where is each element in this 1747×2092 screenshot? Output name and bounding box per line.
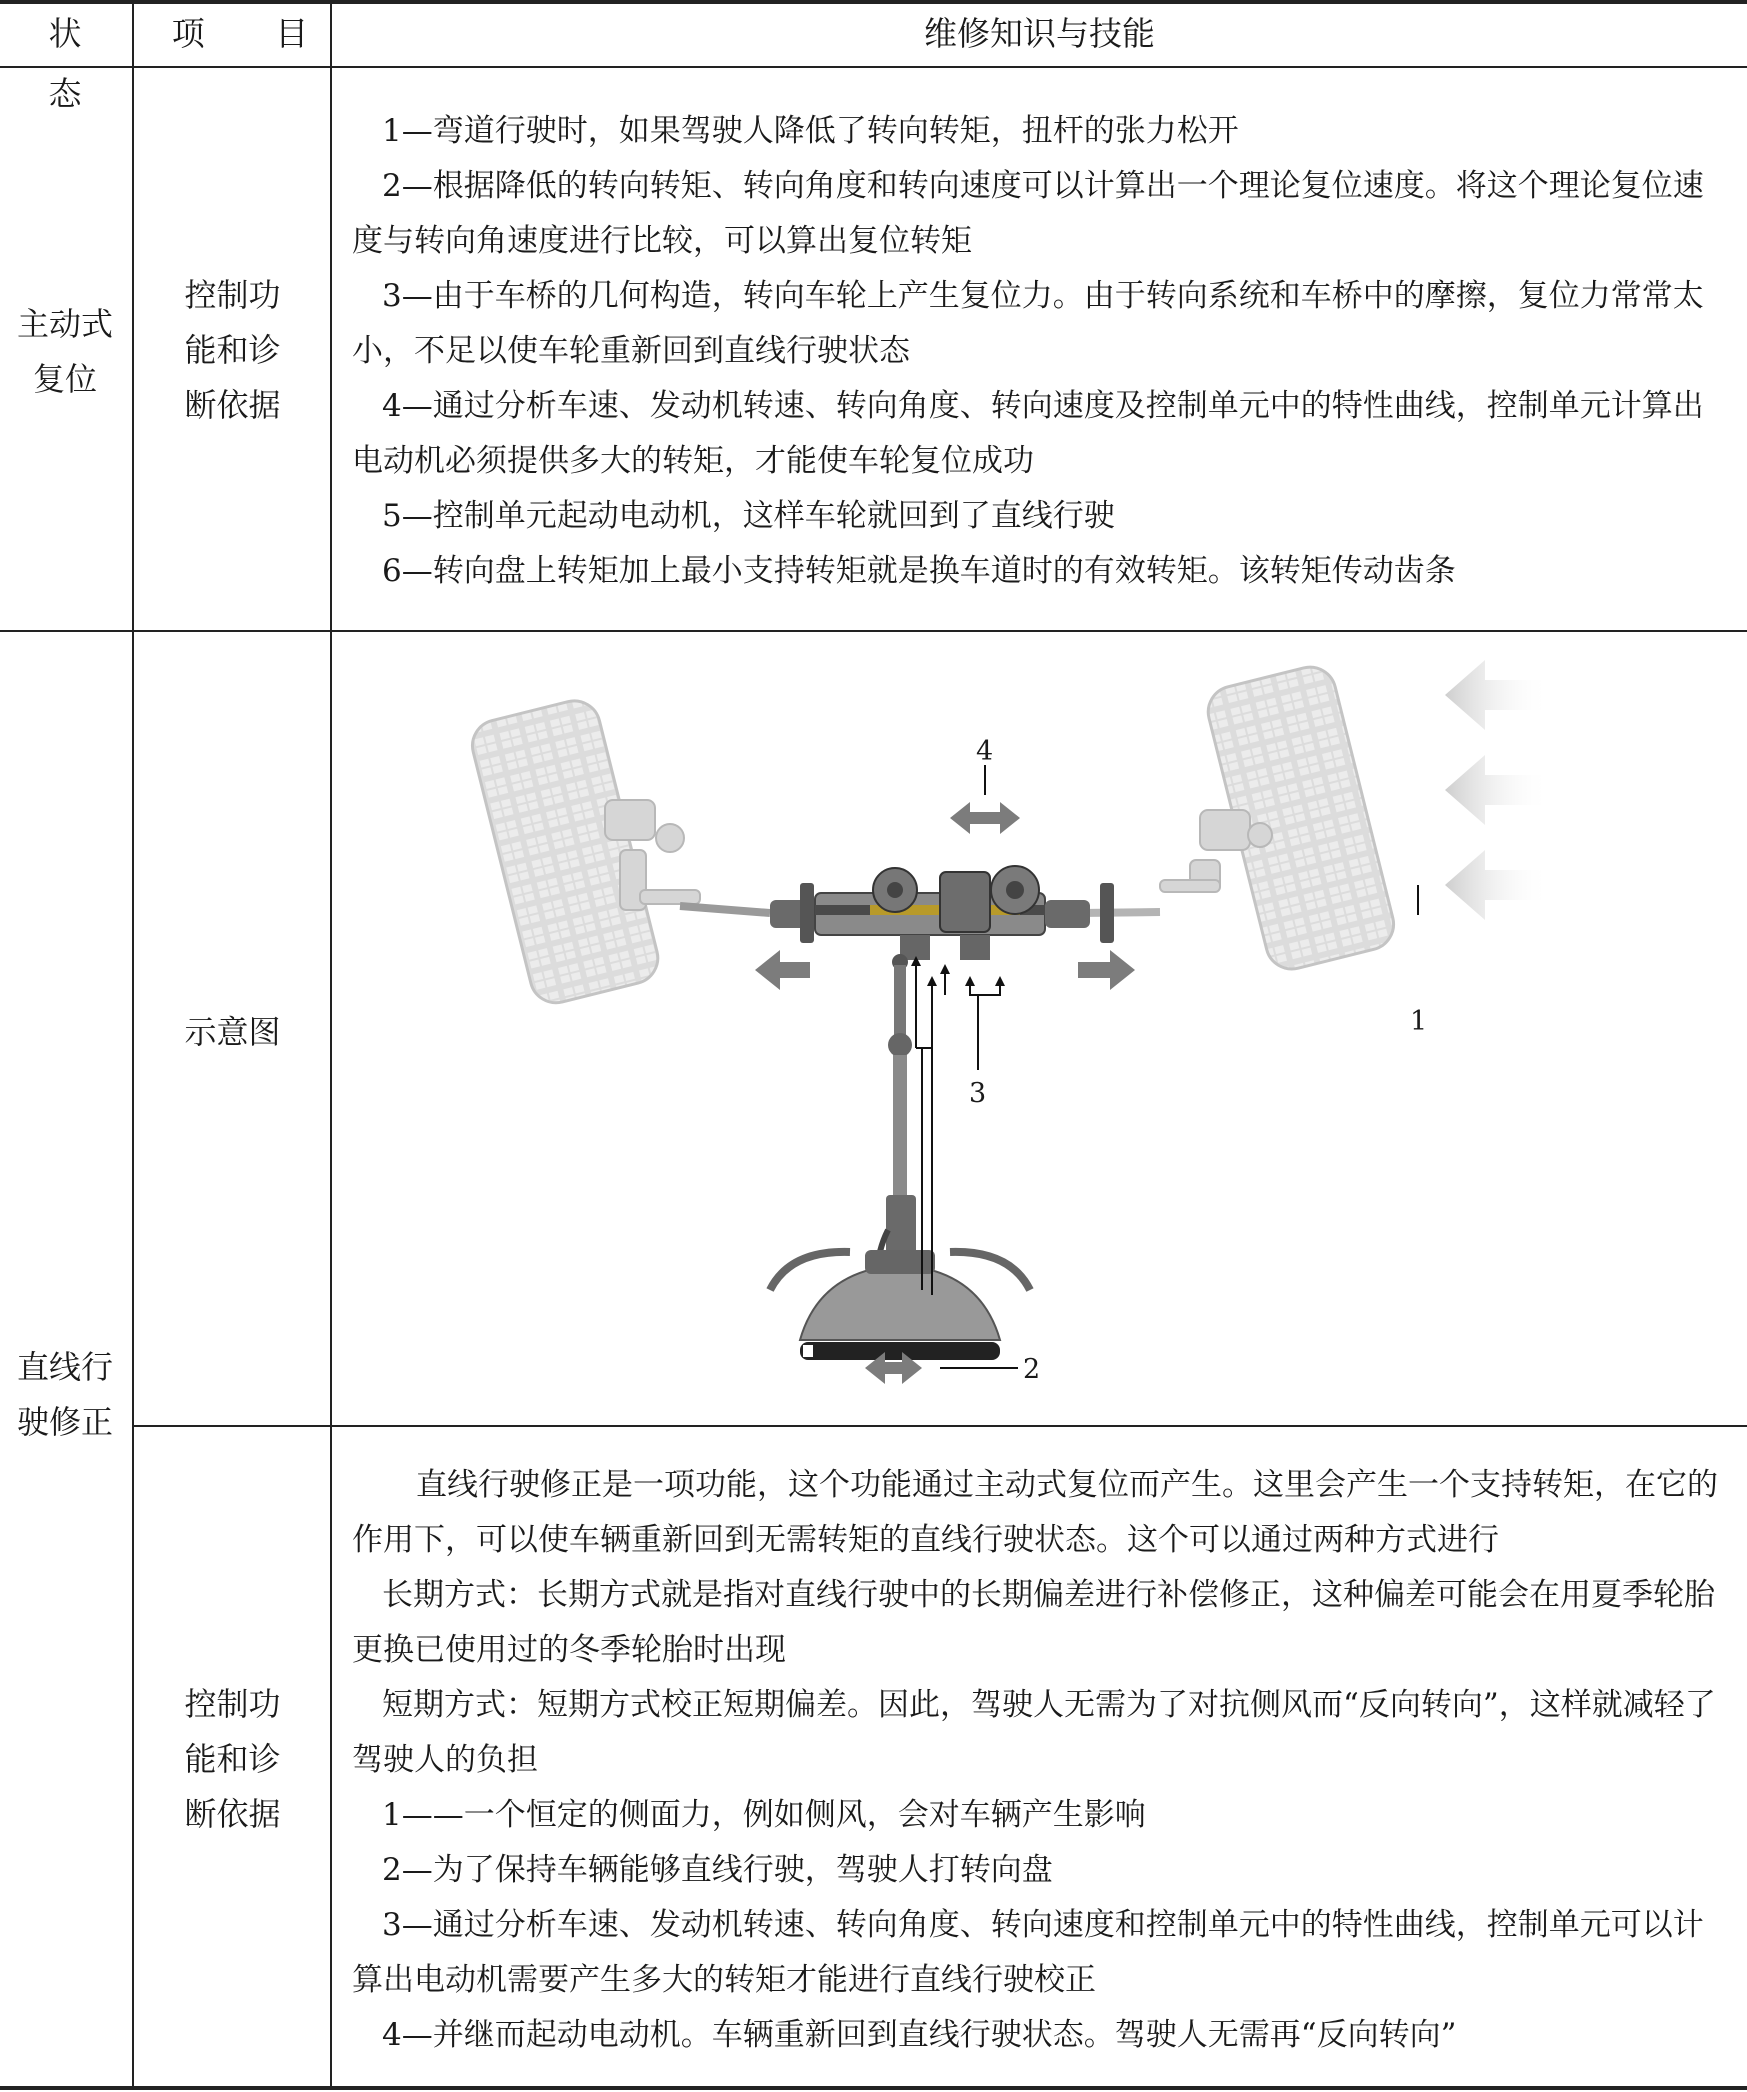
paragraph: 5—控制单元起动电动机，这样车轮就回到了直线行驶 <box>382 498 1115 534</box>
item-line: 控制功 <box>184 1685 281 1723</box>
paragraph: 2—根据降低的转向转矩、转向角度和转向速度可以计算出一个理论复位速度。将这个理论复位速度与转向角速度进行比较，可以算出复位转矩 <box>352 168 1704 259</box>
col-divider-1 <box>132 0 134 2090</box>
steering-column <box>878 954 916 1290</box>
crosswind-arrows <box>1445 660 1550 920</box>
state-line: 驶修正 <box>16 1403 113 1441</box>
steering-rack <box>770 866 1114 960</box>
header-content: 维修知识与技能 <box>924 14 1155 53</box>
paragraph: 2—为了保持车辆能够直线行驶，驾驶人打转向盘 <box>382 1852 1053 1888</box>
paragraph: 4—并继而起动电动机。车辆重新回到直线行驶状态。驾驶人无需再“反向转向” <box>382 2017 1457 2053</box>
callout-3: 3 <box>969 1078 987 1109</box>
header-item: 项 目 <box>171 14 339 53</box>
header-state: 状 态 <box>48 14 112 113</box>
state-line: 主动式 <box>16 305 113 343</box>
left-tie-rod <box>680 906 770 913</box>
header-bottom-rule <box>0 66 1747 68</box>
state-line: 复位 <box>32 360 97 398</box>
section1-content <box>352 104 1727 599</box>
callout-2: 2 <box>1023 1354 1041 1385</box>
right-tie-rod <box>1080 912 1160 913</box>
paragraph: 短期方式：短期方式校正短期偏差。因此，驾驶人无需为了对抗侧风而“反向转向”，这样就减轻了驾驶人的负担 <box>352 1687 1716 1778</box>
paragraph: 6—转向盘上转矩加上最小支持转矩就是换车道时的有效转矩。该转矩传动齿条 <box>382 553 1456 589</box>
paragraph: 3—通过分析车速、发动机转速、转向角度、转向速度和控制单元中的特性曲线，控制单元可以计算出电动机需要产生多大的转矩才能进行直线行驶校正 <box>352 1907 1704 1998</box>
paragraph: 4—通过分析车速、发动机转速、转向角度、转向速度及控制单元中的特性曲线，控制单元计算出电动机必须提供多大的转矩，才能使车轮复位成功 <box>352 388 1704 479</box>
state-straight-correction <box>0 1340 130 1450</box>
item-line: 断依据 <box>184 386 281 424</box>
item-line: 控制功 <box>184 276 281 314</box>
section2-content <box>352 1458 1727 2063</box>
steering-wheel <box>770 1250 1030 1360</box>
callout-4: 4 <box>976 736 994 767</box>
paragraph: 3—由于车桥的几何构造，转向车轮上产生复位力。由于转向系统和车桥中的摩擦，复位力常常太小，不足以使车轮重新回到直线行驶状态 <box>352 278 1704 369</box>
paragraph: 1—弯道行驶时，如果驾驶人降低了转向转矩，扭杆的张力松开 <box>382 113 1239 149</box>
item-diagram: 示意图 <box>184 1013 281 1051</box>
paragraph: 长期方式：长期方式就是指对直线行驶中的长期偏差进行补偿修正，这种偏差可能会在用夏季轮胎更换已使用过的冬季轮胎时出现 <box>352 1577 1715 1668</box>
state-line: 直线行 <box>16 1348 113 1386</box>
paragraph: 1——一个恒定的侧面力，例如侧风，会对车辆产生影响 <box>382 1797 1146 1833</box>
left-knuckle <box>605 800 700 910</box>
state-active-return <box>0 297 130 407</box>
item-line: 能和诊 <box>184 1740 281 1778</box>
section1-bottom-rule <box>0 630 1747 632</box>
col-divider-2 <box>330 0 332 2090</box>
item-line: 能和诊 <box>184 331 281 369</box>
item-line: 断依据 <box>184 1795 281 1833</box>
paragraph: 直线行驶修正是一项功能，这个功能通过主动式复位而产生。这里会产生一个支持转矩，在它的作用下，可以使车辆重新回到无需转矩的直线行驶状态。这个可以通过两种方式进行 <box>352 1467 1718 1558</box>
steering-diagram <box>470 650 1570 1410</box>
item-control-diagnosis-2 <box>135 1677 330 1842</box>
callout-1: 1 <box>1410 1006 1428 1037</box>
item-control-diagnosis <box>135 268 330 433</box>
table-bottom-rule <box>0 2086 1747 2090</box>
callout-arrowheads <box>911 956 1005 986</box>
diagram-bottom-rule <box>132 1425 1747 1427</box>
